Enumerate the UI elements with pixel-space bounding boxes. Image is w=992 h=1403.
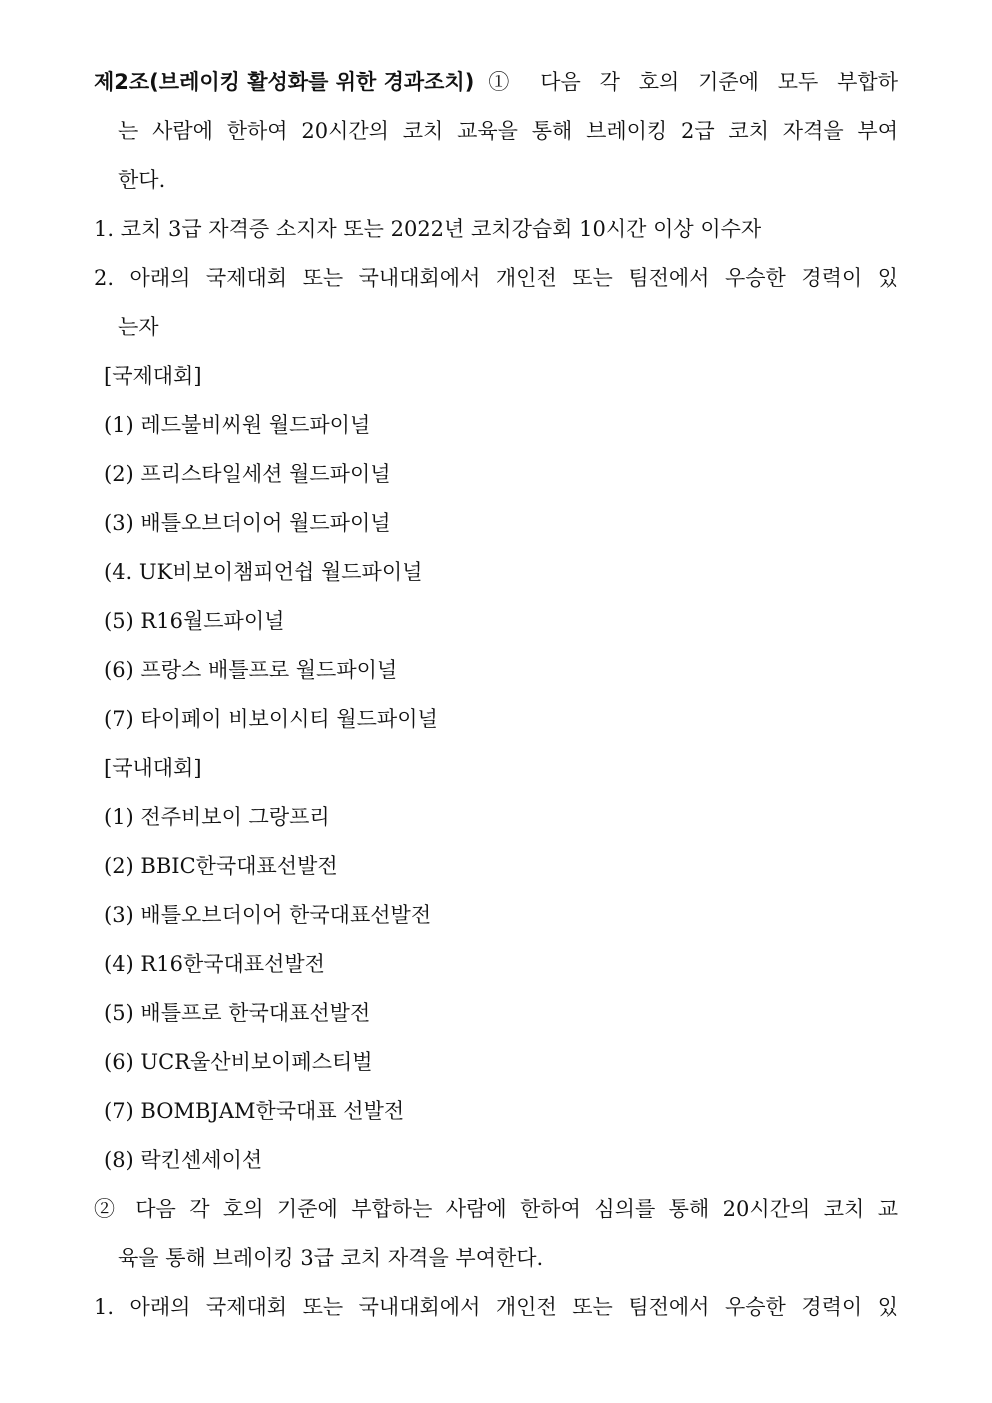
international-item: (5) R16월드파이널 [104, 609, 285, 633]
international-item: (4. UK비보이챔피언쉽 월드파이널 [104, 560, 423, 584]
domestic-item: (7) BOMBJAM한국대표 선발전 [104, 1099, 405, 1123]
paragraph-1-line-3: 한다. [118, 168, 166, 192]
article-first-line [94, 58, 898, 107]
item-2-line-2: 는자 [118, 315, 159, 339]
paragraph-1-line-1: ① 다음 각 호의 기준에 모두 부합하 [488, 70, 898, 94]
paragraph-2-line-2: 육을 통해 브레이킹 3급 코치 자격을 부여한다. [118, 1246, 544, 1270]
domestic-item: (1) 전주비보이 그랑프리 [104, 805, 330, 829]
paragraph-1-line-2: 는 사람에 한하여 20시간의 코치 교육을 통해 브레이킹 2급 코치 자격을 부여 [118, 119, 898, 143]
domestic-item: (3) 배틀오브더이어 한국대표선발전 [104, 903, 432, 927]
item-1: 1. 코치 3급 자격증 소지자 또는 2022년 코치강습회 10시간 이상 이수자 [94, 217, 762, 241]
domestic-item: (5) 배틀프로 한국대표선발전 [104, 1001, 371, 1025]
document-page [94, 58, 898, 1332]
domestic-item: (6) UCR울산비보이페스티벌 [104, 1050, 373, 1074]
domestic-item: (2) BBIC한국대표선발전 [104, 854, 338, 878]
international-competitions-header: [국제대회] [104, 364, 202, 388]
domestic-competitions-header: [국내대회] [104, 756, 202, 780]
article-heading: 제2조(브레이킹 활성화를 위한 경과조치) [94, 70, 475, 94]
international-item: (6) 프랑스 배틀프로 월드파이널 [104, 658, 398, 682]
domestic-item: (8) 락킨센세이션 [104, 1148, 263, 1172]
international-item: (2) 프리스타일세션 월드파이널 [104, 462, 391, 486]
domestic-item: (4) R16한국대표선발전 [104, 952, 325, 976]
international-item: (7) 타이페이 비보이시티 월드파이널 [104, 707, 438, 731]
item-3-line-1: 1. 아래의 국제대회 또는 국내대회에서 개인전 또는 팀전에서 우승한 경력이 있 [94, 1295, 898, 1319]
item-2-line-1: 2. 아래의 국제대회 또는 국내대회에서 개인전 또는 팀전에서 우승한 경력이 있 [94, 266, 898, 290]
paragraph-2-line-1: ② 다음 각 호의 기준에 부합하는 사람에 한하여 심의를 통해 20시간의 코치 교 [94, 1197, 898, 1221]
international-item: (3) 배틀오브더이어 월드파이널 [104, 511, 391, 535]
international-item: (1) 레드불비씨원 월드파이널 [104, 413, 371, 437]
